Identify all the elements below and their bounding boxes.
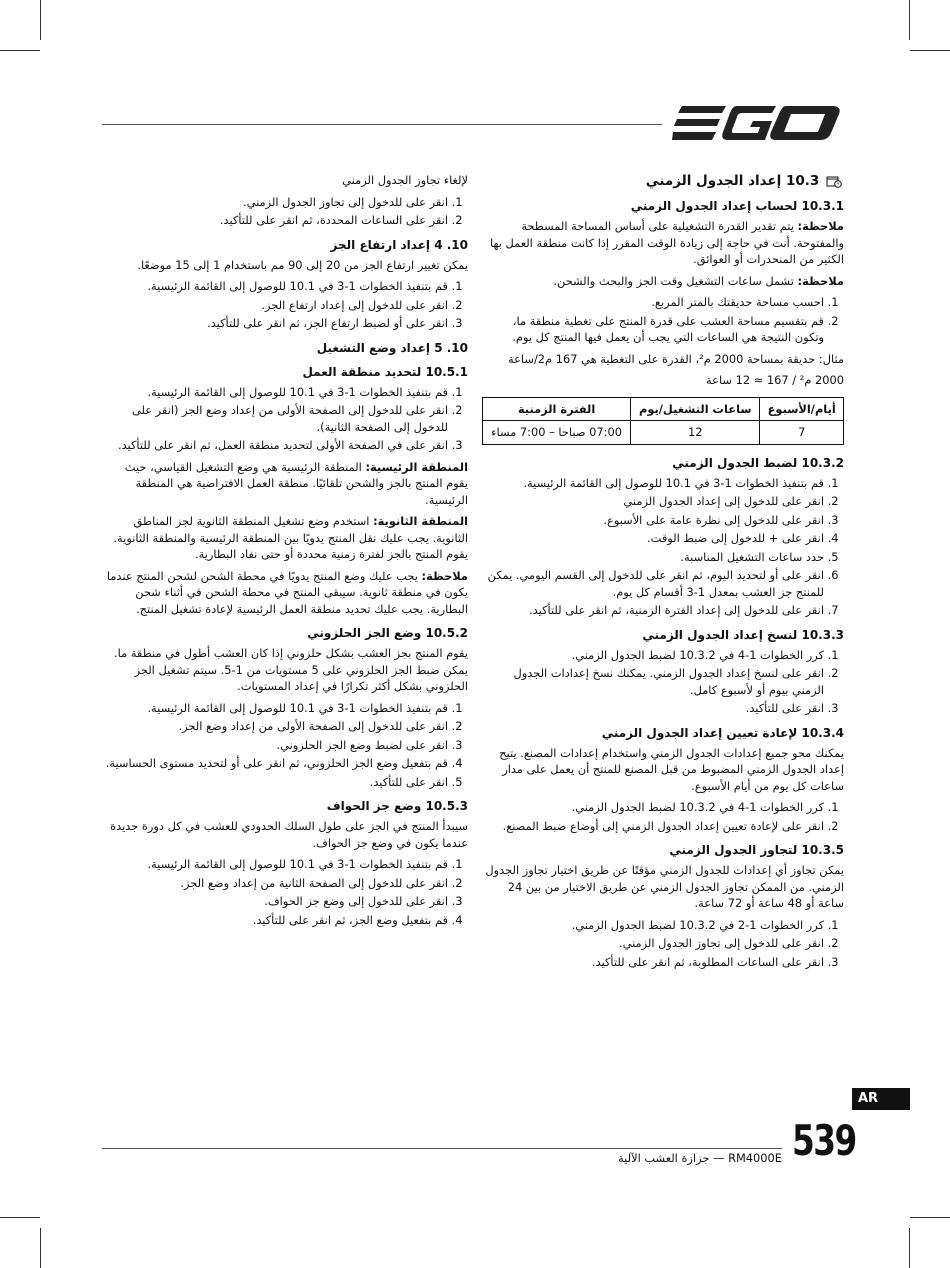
subsection-10-3-1-title: 10.3.1 لحساب إعداد الجدول الزمني: [630, 199, 844, 213]
footer-rule: [102, 1148, 782, 1149]
list-item: 1. قم بتنفيذ الخطوات 1-3 في 10.1 للوصول إلى القائمة الرئيسية.: [482, 475, 824, 492]
subsection-10-3-2-title: 10.3.2 لضبط الجدول الزمني: [672, 455, 844, 470]
table-row: [483, 421, 844, 445]
steps-list: [102, 384, 468, 454]
list-item: 1. قم بتنفيذ الخطوات 1-3 في 10.1 للوصول إلى القائمة الرئيسية.: [102, 856, 448, 873]
steps-list: [482, 475, 844, 619]
list-item: 6. انقر على أو لتحديد اليوم، ثم انقر على للدخول إلى القسم اليومي. يمكن للمنتج جز العشب بمعدل 1-3 أقسام كل يوم.: [482, 567, 824, 600]
subsection-10-3-5-title: 10.3.5 لتجاوز الجدول الزمني: [669, 843, 844, 857]
list-item: 1. قم بتنفيذ الخطوات 1-3 في 10.1 للوصول إلى القائمة الرئيسية.: [102, 700, 448, 717]
list-item: 5. انقر على للتأكيد.: [102, 774, 448, 791]
steps-list: [102, 194, 468, 229]
list-item: 3. انقر على للدخول إلى وضع جز الحواف.: [102, 893, 448, 910]
crop-mark: [40, 1228, 41, 1268]
section-10-4-title: 10. 4 إعداد ارتفاع الجز: [330, 237, 468, 252]
list-item: 2. انقر على لنسخ إعداد الجدول الزمني. يمكنك نسخ إعدادات الجدول الزمني بيوم أو لأسبوع كامل.: [482, 665, 824, 698]
subsection-10-5-3-title: 10.5.3 وضع جز الحواف: [326, 799, 468, 813]
list-item: 3. انقر على في الصفحة الأولى لتحديد منطقة العمل، ثم انقر على للتأكيد.: [102, 437, 448, 454]
subsection-10-5-2-title: 10.5.2 وضع الجز الحلزوني: [307, 626, 468, 640]
table-cell: 07:00 صباحا – 7:00 مساء: [483, 421, 631, 445]
list-item: 2. انقر على للدخول إلى الصفحة الأولى من إعداد وضع الجز (انقر على للدخول إلى الصفحة الثانية).: [102, 402, 448, 435]
list-item: 1. احسب مساحة حديقتك بالمتر المربع.: [482, 294, 824, 311]
list-item: 3. انقر على للدخول إلى نظرة عامة على الأسبوع.: [482, 512, 824, 529]
crop-mark: [909, 1228, 910, 1268]
list-item: 4. انقر على + للدخول إلى ضبط الوقت.: [482, 530, 824, 547]
list-item: 3. انقر على لضبط وضع الجز الحلزوني.: [102, 737, 448, 754]
crop-mark: [909, 0, 910, 40]
right-column: [482, 172, 844, 975]
list-item: 1. انقر على للدخول إلى تجاوز الجدول الزمني.: [102, 194, 448, 211]
steps-list: [102, 856, 468, 928]
steps-list: [482, 294, 844, 346]
section-10-3-title: 10.3 إعداد الجدول الزمني: [482, 172, 844, 190]
list-item: 4. قم بتفعيل وضع الجز، ثم انقر على للتأكيد.: [102, 912, 448, 929]
crop-mark: [0, 1217, 40, 1218]
crop-mark: [910, 50, 950, 51]
paragraph: سيبدأ المنتج في الجز على طول السلك الحدودي للعشب في كل دورة جديدة عندما يكون في وضع جز الحواف.: [110, 819, 468, 850]
subsection-10-3-4-title: 10.3.4 لإعادة تعيين إعداد الجدول الزمني: [601, 725, 844, 740]
crop-mark: [910, 1217, 950, 1218]
calendar-clock-icon: [826, 175, 842, 188]
list-item: 7. انقر على للدخول إلى إعداد الفترة الزمنية، ثم انقر على للتأكيد.: [482, 602, 824, 619]
steps-list: [482, 647, 844, 717]
note: ملاحظة: تشمل ساعات التشغيل وقت الجز والبحث والشحن.: [553, 273, 844, 288]
subsection-10-3-3-title: 10.3.3 لنسخ إعداد الجدول الزمني: [642, 627, 844, 642]
list-item: 1. كرر الخطوات 1-4 في 10.3.2 لضبط الجدول الزمني.: [482, 647, 824, 664]
table-header: أيام/الأسبوع: [760, 397, 844, 421]
paragraph: يمكنك محو جميع إعدادات الجدول الزمني واستخدام إعدادات المصنع. يتيح إعداد الجدول الزمني المضبوط من قبل المصنع للمنتج أن يعمل على مدار ساعات كل يوم من أيام الأسبوع.: [499, 745, 844, 793]
left-column: [102, 172, 468, 933]
example-line: مثال: حديقة بمساحة 2000 م²، القدرة على التغطية هي 167 م2/ساعة: [508, 351, 844, 366]
list-item: 2. انقر على للدخول إلى إعداد ارتفاع الجز.: [102, 297, 448, 314]
list-item: 1. كرر الخطوات 1-4 في 10.3.2 لضبط الجدول الزمني.: [482, 799, 824, 816]
list-item: 3. انقر على الساعات المطلوبة، ثم انقر على للتأكيد.: [482, 954, 824, 971]
subsection-10-5-1-title: 10.5.1 لتحديد منطقة العمل: [302, 364, 468, 379]
list-item: 3. انقر على أو لضبط ارتفاع الجز، ثم انقر على للتأكيد.: [102, 315, 448, 332]
table-cell: 7: [760, 421, 844, 445]
list-item: 2. انقر على للدخول إلى إعداد الجدول الزمني: [482, 493, 824, 510]
subheading: لإلغاء تجاوز الجدول الزمني: [342, 173, 468, 187]
table-header: الفترة الزمنية: [483, 397, 631, 421]
list-item: 3. انقر على للتأكيد.: [482, 700, 824, 717]
language-tab: AR: [852, 1088, 910, 1110]
ego-logo: [672, 100, 844, 146]
list-item: 1. كرر الخطوات 1-2 في 10.3.2 لضبط الجدول الزمني.: [482, 917, 824, 934]
secondary-zone-note: المنطقة الثانوية: استخدم وضع تشغيل المنطقة الثانوية لجز المناطق الثانوية. يجب عليك نقل المنتج يدويًا بين المنطقة الرئيسية والمنطقة الثانوية. يقوم المنتج بالجز لفترة زمنية محددة أو حتى نفاد البطارية.: [113, 514, 468, 561]
list-item: 2. انقر على الساعات المحددة، ثم انقر على للتأكيد.: [102, 212, 448, 229]
crop-mark: [40, 0, 41, 40]
paragraph: يمكن تجاوز أي إعدادات للجدول الزمني مؤقتًا عن طريق اختيار تجاوز الجدول الزمني. من الممكن تجاوز الجدول الزمني عن طريق الاختيار من بين 24 ساعة أو 48 ساعة أو 72 ساعة.: [485, 863, 844, 910]
list-item: 5. حدد ساعات التشغيل المناسبة.: [482, 549, 824, 566]
table-header: ساعات التشغيل/يوم: [631, 397, 760, 421]
page-number: 539: [792, 1116, 856, 1165]
steps-list: [102, 278, 468, 332]
example-line: 2000 م² / 167 ≈ 12 ساعة: [706, 373, 844, 387]
table-cell: 12: [631, 421, 760, 445]
header-rule: [102, 124, 662, 125]
list-item: 2. قم بتقسيم مساحة العشب على قدرة المنتج على تغطية منطقة ما، وتكون النتيجة هي الساعات التي يجب أن يعمل فيها المنتج كل يوم.: [482, 313, 824, 346]
paragraph: يمكن تغيير ارتفاع الجز من 20 إلى 90 مم باستخدام 1 إلى 15 موضعًا.: [137, 257, 468, 272]
list-item: 1. قم بتنفيذ الخطوات 1-3 في 10.1 للوصول إلى القائمة الرئيسية.: [102, 384, 448, 401]
list-item: 1. قم بتنفيذ الخطوات 1-3 في 10.1 للوصول إلى القائمة الرئيسية.: [102, 278, 448, 295]
list-item: 2. انقر على للدخول إلى تجاوز الجدول الزمني.: [482, 935, 824, 952]
main-zone-note: المنطقة الرئيسية: المنطقة الرئيسية هي وضع التشغيل القياسي، حيث يقوم المنتج بالجز والشحن تلقائيًا. منطقة العمل الافتراضية هي المنطقة الرئيسية.: [124, 459, 468, 507]
schedule-table: [482, 397, 844, 445]
footer-text: RM4000E — جزازة العشب الآلية: [618, 1151, 782, 1165]
list-item: 2. انقر على لإعادة تعيين إعداد الجدول الزمني إلى أوضاع ضبط المصنع.: [482, 818, 824, 835]
list-item: 4. قم بتفعيل وضع الجز الحلزوني، ثم انقر على أو لتحديد مستوى الحساسية.: [102, 755, 448, 772]
note: ملاحظة: يتم تقدير القدرة التشغيلية على أساس المساحة المسطحة والمفتوحة. أنت في حاجة إلى زيادة الوقت المقرر إذا كانت منطقة العمل بها الكثير من المنحدرات أو العوائق.: [489, 219, 844, 266]
list-item: 2. انقر على للدخول إلى الصفحة الأولى من إعداد وضع الجز.: [102, 718, 448, 735]
note: ملاحظة: يجب عليك وضع المنتج يدويًا في محطة الشحن لشحن المنتج عندما يكون في منطقة ثانوية. سيبقى المنتج في محطة الشحن في أثناء شحن البطارية. يجب عليك تحديد منطقة العمل الرئيسية لإعادة تشغيل المنتج.: [106, 568, 468, 616]
steps-list: [102, 700, 468, 791]
list-item: 2. انقر على للدخول إلى الصفحة الثانية من إعداد وضع الجز.: [102, 875, 448, 892]
section-10-5-title: 10. 5 إعداد وضع التشغيل: [316, 340, 468, 355]
steps-list: [482, 799, 844, 834]
paragraph: يقوم المنتج بجز العشب بشكل حلزوني إذا كان العشب أطول في منطقة ما. يمكن ضبط الجز الحلزوني على 5 مستويات من 1-5. سيتم تشغيل الجز الحلزوني بشكل أكثر تكرارًا في إعداد المستويات.: [114, 646, 468, 693]
steps-list: [482, 917, 844, 971]
crop-mark: [0, 50, 40, 51]
